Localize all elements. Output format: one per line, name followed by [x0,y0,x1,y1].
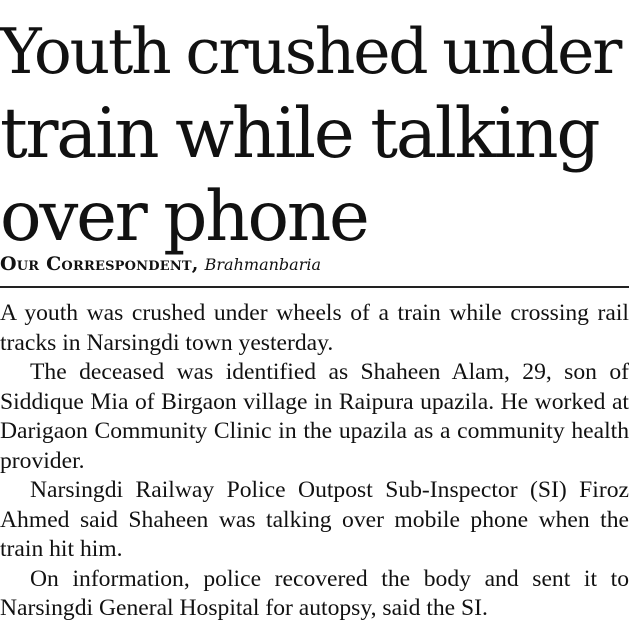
headline-line-3: over phone [0,177,368,257]
body-paragraph-3: Narsingdi Railway Police Outpost Sub-Inspector (SI) Firoz Ahmed said Shaheen was talking over mobile phone when the train hit him. [0,477,629,562]
body-paragraph-2: The deceased was identified as Shaheen Alam, 29, son of Siddique Mia of Birgaon village in Raipura upazila. He worked at Darigaon Community Clinic in the upazila as a community health provider. [0,359,629,474]
article-headline [0,10,629,259]
byline-place: Brahmanbaria [204,255,321,274]
headline-line-2: train while talking [0,94,599,174]
article-body [0,299,629,624]
headline-line-1: Youth crushed under [0,15,621,88]
body-paragraph-4: On information, police recovered the body and sent it to Narsingdi General Hospital for autopsy, said the SI. [0,565,629,621]
divider-rule [0,286,629,288]
byline [0,252,629,277]
byline-author: Our Correspondent, [0,253,199,275]
body-paragraph-1: A youth was crushed under wheels of a train while crossing rail tracks in Narsingdi town yesterday. [0,300,629,356]
